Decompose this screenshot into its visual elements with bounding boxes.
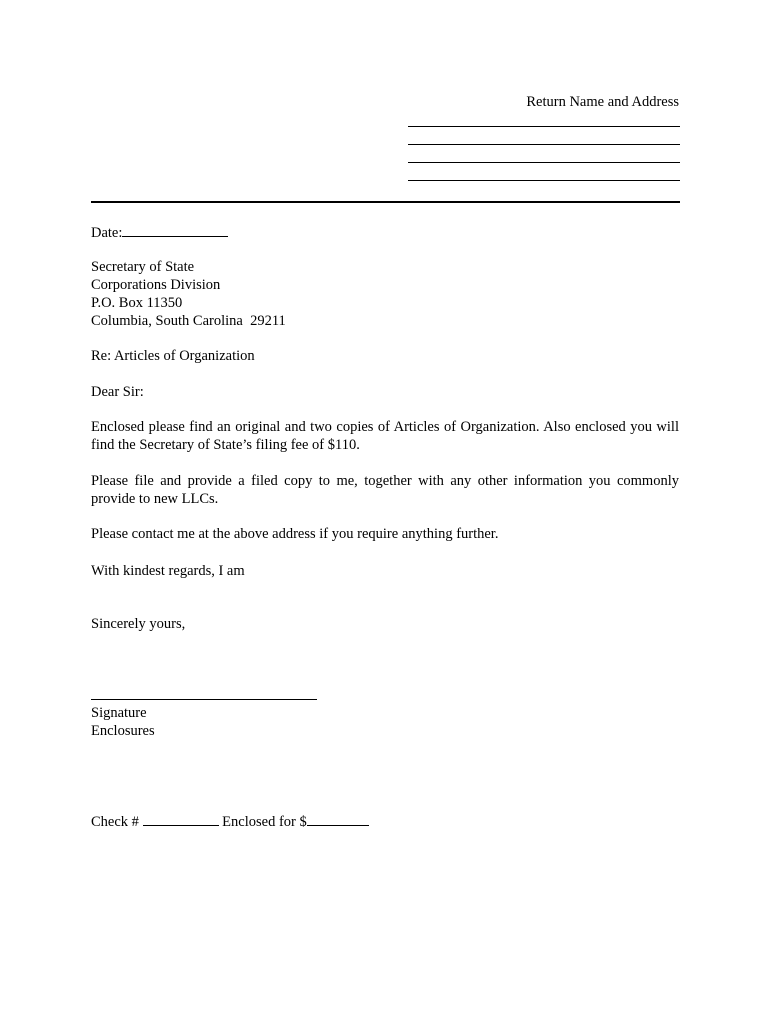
date-field — [91, 222, 679, 242]
recipient-line-2: Corporations Division — [91, 277, 221, 293]
return-address-line-1[interactable] — [408, 126, 680, 127]
date-label: Date: — [91, 225, 123, 241]
regards-line: With kindest regards, I am — [91, 563, 245, 579]
header-divider — [91, 201, 680, 203]
paragraph-2: Please file and provide a filed copy to me, together with any other information you commonly provide to new LLCs. — [91, 473, 679, 507]
paragraph-1: Enclosed please find an original and two copies of Articles of Organization. Also enclosed you will find the Secretary of State’s filing fee of $110. — [91, 419, 679, 453]
paragraph-3: Please contact me at the above address if you require anything further. — [91, 526, 499, 542]
salutation: Dear Sir: — [91, 384, 144, 400]
return-address-label: Return Name and Address — [526, 94, 679, 110]
recipient-line-1: Secretary of State — [91, 259, 195, 275]
return-address-line-2[interactable] — [408, 144, 680, 145]
return-address-line-3[interactable] — [408, 162, 680, 163]
signature-line[interactable] — [91, 699, 317, 700]
enclosures-label: Enclosures — [91, 723, 155, 739]
recipient-line-4: Columbia, South Carolina 29211 — [91, 313, 286, 329]
check-middle: Enclosed for $ — [222, 814, 307, 830]
date-blank[interactable] — [122, 222, 228, 237]
return-address-line-4[interactable] — [408, 180, 680, 181]
check-line — [91, 811, 679, 831]
check-prefix: Check # — [91, 814, 139, 830]
check-number-blank[interactable] — [143, 811, 219, 826]
check-amount-blank[interactable] — [307, 811, 369, 826]
closing-line: Sincerely yours, — [91, 616, 186, 632]
signature-label: Signature — [91, 705, 147, 721]
re-line: Re: Articles of Organization — [91, 348, 255, 364]
recipient-line-3: P.O. Box 11350 — [91, 295, 183, 311]
recipient-address — [91, 258, 679, 330]
